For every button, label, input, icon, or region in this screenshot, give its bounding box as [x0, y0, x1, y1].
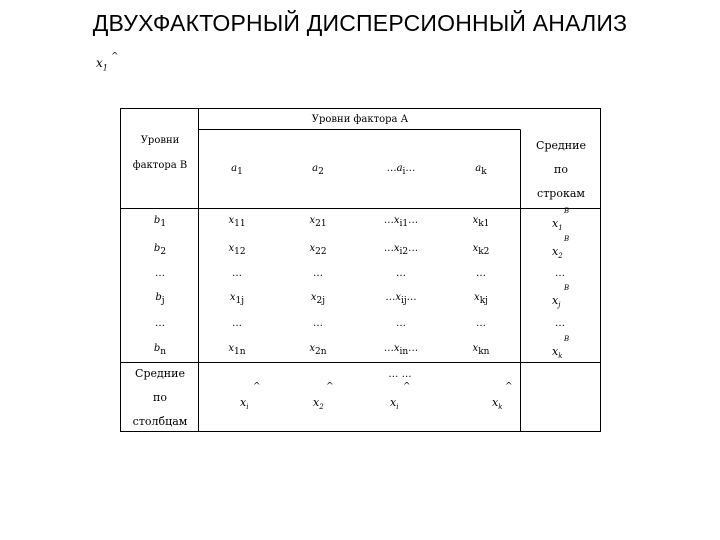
col-head-a2: $a_2$ [312, 163, 324, 177]
table-cell: $x_{2j}$ [310, 292, 326, 306]
ellipsis-cell: … [396, 268, 406, 279]
ellipsis-cell: … [155, 318, 165, 329]
table-cell: $x_{21}$ [309, 215, 327, 229]
row-mean: $x_k$ B [552, 335, 570, 361]
table-cell: $\dots x_{i2}\dots$ [383, 243, 419, 257]
column-mean: $x_i$ ^ [240, 382, 261, 412]
col-means-label-2: по [153, 391, 167, 404]
col-means-dots: … … [388, 369, 412, 380]
page-title: ДВУХФАКТОРНЫЙ ДИСПЕРСИОННЫЙ АНАЛИЗ [92, 10, 628, 36]
ellipsis-cell: … [313, 318, 323, 329]
ellipsis-cell: … [155, 268, 165, 279]
row-level-label: $b_1$ [153, 215, 167, 229]
levels-header: Уровни [140, 135, 180, 146]
row-level-label: $b_2$ [153, 243, 167, 257]
table-cell: $x_{2n}$ [309, 343, 327, 357]
table-cell: $x_{22}$ [309, 243, 327, 257]
ellipsis-cell: … [313, 268, 323, 279]
row-mean: $x_2$ B [552, 235, 570, 261]
table-cell: $\dots x_{ij}\dots$ [385, 292, 417, 306]
row-means-header-2: по [554, 163, 568, 176]
ellipsis-cell: … [555, 268, 565, 279]
table-cell: $x_{12}$ [228, 243, 246, 257]
ellipsis-cell: … [396, 318, 406, 329]
ellipsis-cell: … [232, 318, 242, 329]
row-level-label: $b_j$ [155, 292, 165, 306]
table-cell: $\dots x_{in}\dots$ [383, 343, 419, 357]
table-cell: $\dots x_{i1}\dots$ [383, 215, 419, 229]
table-cell: $x_{1n}$ [228, 343, 246, 357]
col-head-ai: $\dots a_i\dots$ [386, 163, 416, 177]
table-border [121, 109, 601, 432]
column-mean: $x_k$ ^ [492, 382, 513, 412]
table-cell: $x_{kj}$ [474, 292, 488, 306]
col-head-ak: $a_k$ [475, 163, 487, 177]
row-mean: $x_j$ B [552, 284, 570, 310]
table-cell: $x_{k1}$ [472, 215, 490, 229]
table-cell: $x_{1j}$ [229, 292, 245, 306]
col-head-a1: $a_1$ [231, 163, 243, 177]
row-mean: $x_1$ B [552, 207, 570, 233]
row-means-header-3: строкам [537, 187, 585, 200]
stray-formula-mark: $x_1$ ^ [96, 52, 119, 73]
factor-b-header: фактора В [132, 160, 188, 171]
col-means-label-3: столбцам [132, 415, 188, 428]
row-level-label: $b_n$ [153, 343, 167, 357]
ellipsis-cell: … [476, 318, 486, 329]
ellipsis-cell: … [555, 318, 565, 329]
column-mean: $x_i$ ^ [390, 382, 411, 412]
table-cell: $x_{11}$ [228, 215, 246, 229]
col-means-label-1: Средние [135, 367, 185, 380]
ellipsis-cell: … [476, 268, 486, 279]
table-cell: $x_{kn}$ [472, 343, 490, 357]
column-mean: $x_2$ ^ [313, 382, 334, 412]
factor-a-header: Уровни фактора А [311, 114, 409, 125]
table-cell: $x_{k2}$ [472, 243, 490, 257]
ellipsis-cell: … [232, 268, 242, 279]
row-means-header-1: Средние [536, 139, 586, 152]
